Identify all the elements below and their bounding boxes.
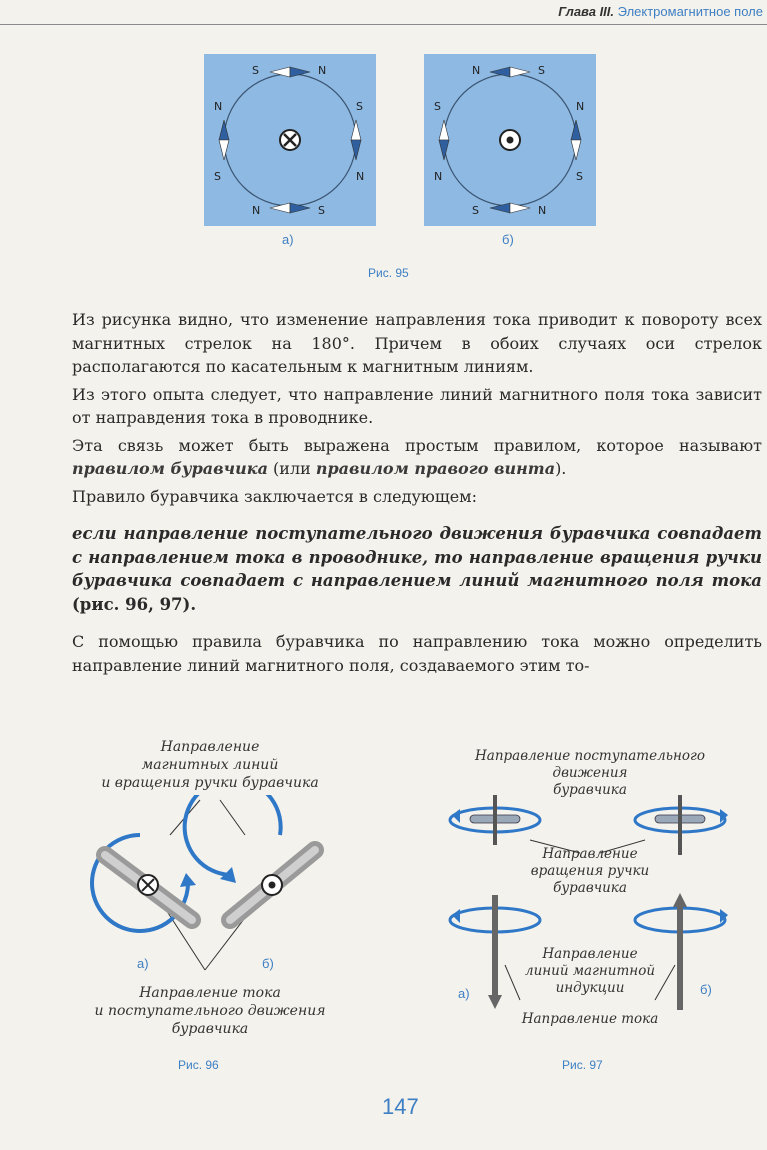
paragraph-text: С помощью правила буравчика по направлению тока можно определить направление линий магнитного поля, создаваемого этим то- <box>72 632 762 675</box>
pole-label: S <box>434 100 441 113</box>
pole-label: S <box>472 204 479 217</box>
pole-label: N <box>214 100 223 113</box>
running-header <box>558 4 763 19</box>
term-gimlet-rule: правилом буравчика <box>72 459 268 478</box>
term-right-screw-rule: правилом правого винта <box>315 459 556 478</box>
pole-label: N <box>538 204 547 217</box>
pole-label: S <box>576 170 583 183</box>
pole-label: S <box>538 64 545 77</box>
fig97-label-a: а) <box>458 986 470 1001</box>
fig95-label-a: а) <box>282 232 294 247</box>
fig96-caption: Рис. 96 <box>178 1058 219 1072</box>
chapter-label: Глава III. <box>558 4 615 19</box>
pole-label: S <box>252 64 259 77</box>
fig95-label-b: б) <box>502 232 514 247</box>
fig96-bottom-caption: Направление тока и поступательного движения буравчика <box>94 985 326 1037</box>
fig96-label-b: б) <box>262 956 274 971</box>
fig95-panel-a <box>204 54 376 226</box>
fig97-current-caption: Направление тока <box>521 1011 659 1027</box>
pole-label: S <box>214 170 221 183</box>
fig96-top-caption: Направление магнитных линий и вращения ручки буравчика <box>101 739 319 791</box>
rule-figure-ref: (рис. 96, 97). <box>72 594 197 614</box>
pole-label: N <box>318 64 327 77</box>
pole-label: N <box>472 64 481 77</box>
header-rule <box>0 24 767 25</box>
pole-label: N <box>576 100 585 113</box>
paragraph-text: ). <box>555 459 567 478</box>
fig96-gimlet-diagrams <box>80 795 340 980</box>
rule-statement <box>72 522 762 616</box>
paragraph-text: Из этого опыта следует, что направление линий магнитного поля тока зависит от направдения тока в проводнике. <box>72 384 762 427</box>
pole-label: N <box>252 204 261 217</box>
paragraph <box>72 630 762 677</box>
fig97-top-caption: Направление поступательного движения буравчика <box>475 748 705 798</box>
body-text <box>72 308 762 681</box>
fig97-label-b: б) <box>700 982 712 997</box>
fig96-label-a: а) <box>137 956 149 971</box>
paragraph-text: Эта связь может быть выражена простым правилом, которое называют <box>72 435 762 455</box>
chapter-title: Электромагнитное поле <box>617 4 763 19</box>
paragraph <box>72 434 762 481</box>
paragraph-text: Правило буравчика заключается в следующем: <box>72 486 477 506</box>
pole-label: N <box>356 170 365 183</box>
paragraph <box>72 383 762 430</box>
pole-label: N <box>434 170 443 183</box>
paragraph <box>72 485 762 509</box>
pole-label: S <box>356 100 363 113</box>
paragraph-text: (или <box>267 459 316 478</box>
rule-text: если направление поступательного движения буравчика совпадает с направлением тока в проводнике, то направление вращения ручки буравчика совпадает с направлением линий магнитного поля тока <box>72 524 762 590</box>
fig97-induction-caption: Направление линий магнитной индукции <box>524 946 656 996</box>
page-number: 147 <box>382 1094 419 1119</box>
paragraph-text: Из рисунка видно, что изменение направления тока приводит к повороту всех магнитных стрелок на 180°. Причем в обоих случаях оси стрелок располагаются по касательным к магнитным линиям. <box>72 310 762 376</box>
paragraph <box>72 308 762 379</box>
fig95-panel-b <box>424 54 596 226</box>
fig97-caption: Рис. 97 <box>562 1058 603 1072</box>
fig95-caption: Рис. 95 <box>368 266 409 280</box>
fig97-middle-caption: Направление вращения ручки буравчика <box>530 846 650 896</box>
pole-label: S <box>318 204 325 217</box>
